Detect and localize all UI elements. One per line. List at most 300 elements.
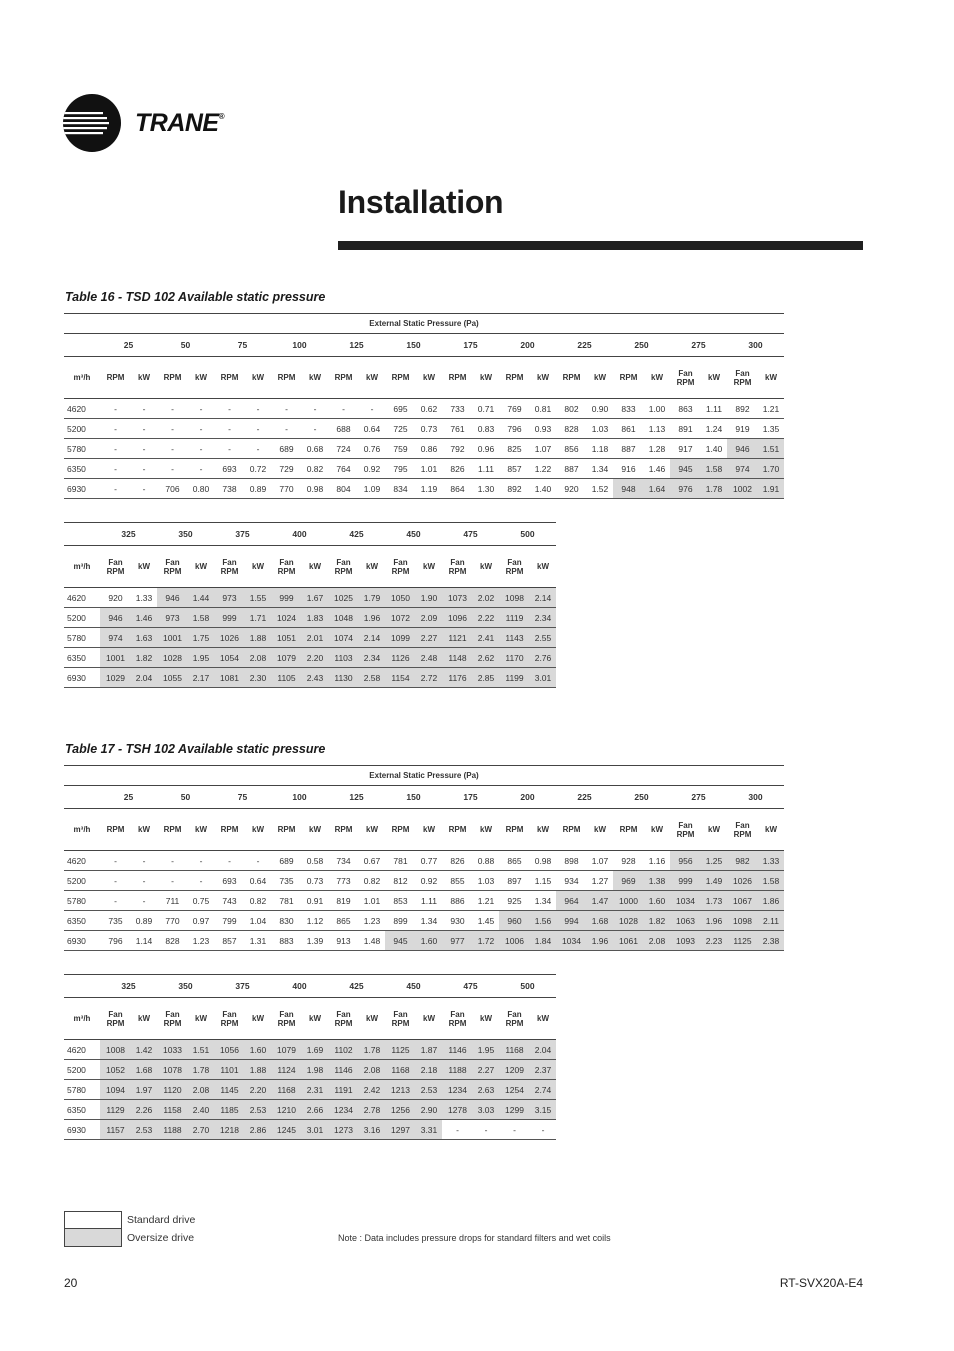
kw-cell: 1.01 — [416, 459, 442, 479]
kw-cell: 1.88 — [245, 628, 271, 648]
kw-cell: 1.11 — [416, 891, 442, 911]
kw-cell: 1.34 — [530, 891, 556, 911]
pressure-header: 50 — [157, 786, 214, 809]
kw-cell: 1.23 — [188, 931, 214, 951]
pressure-header-blank — [64, 523, 100, 546]
pressure-header-blank — [64, 975, 100, 998]
kw-cell: 1.78 — [188, 1060, 214, 1080]
unit-header: kW — [359, 546, 385, 588]
units-header-row — [64, 546, 556, 588]
kw-cell: 1.79 — [359, 588, 385, 608]
rpm-cell: 834 — [385, 479, 416, 499]
unit-header: RPM — [328, 357, 359, 399]
unit-header: kW — [245, 809, 271, 851]
rpm-cell: 711 — [157, 891, 188, 911]
rpm-cell: 1254 — [499, 1080, 530, 1100]
kw-cell: 2.41 — [473, 628, 499, 648]
rpm-cell: 1129 — [100, 1100, 131, 1120]
rpm-cell: 1121 — [442, 628, 473, 648]
rpm-cell: 973 — [157, 608, 188, 628]
rpm-cell: - — [157, 851, 188, 871]
unit-header: kW — [644, 809, 670, 851]
unit-header: kW — [644, 357, 670, 399]
kw-cell: 3.01 — [530, 668, 556, 688]
table-row — [64, 1120, 556, 1140]
airflow-cell: 6930 — [64, 1120, 100, 1140]
rpm-cell: 946 — [727, 439, 758, 459]
unit-header: kW — [302, 357, 328, 399]
unit-header: RPM — [328, 809, 359, 851]
rpm-cell: 706 — [157, 479, 188, 499]
kw-cell: 1.56 — [530, 911, 556, 931]
kw-cell: 0.83 — [473, 419, 499, 439]
kw-cell: 1.91 — [758, 479, 784, 499]
rpm-cell: 819 — [328, 891, 359, 911]
kw-cell: 1.58 — [701, 459, 727, 479]
rpm-cell: 1234 — [442, 1080, 473, 1100]
unit-header: kW — [302, 546, 328, 588]
rpm-cell: - — [100, 459, 131, 479]
kw-cell: 2.31 — [302, 1080, 328, 1100]
kw-cell: 0.89 — [131, 911, 157, 931]
kw-cell: 2.86 — [245, 1120, 271, 1140]
kw-cell: 2.72 — [416, 668, 442, 688]
kw-cell: 2.85 — [473, 668, 499, 688]
rpm-cell: 1102 — [328, 1040, 359, 1060]
pressure-header: 450 — [385, 975, 442, 998]
unit-header: RPM — [271, 357, 302, 399]
kw-cell: 2.04 — [530, 1040, 556, 1060]
kw-cell: 0.68 — [302, 439, 328, 459]
rpm-cell: 1170 — [499, 648, 530, 668]
pressure-header: 100 — [271, 334, 328, 357]
kw-cell: - — [131, 399, 157, 419]
rpm-cell: 1051 — [271, 628, 302, 648]
rpm-cell: 735 — [271, 871, 302, 891]
table16-first — [64, 313, 784, 499]
rpm-cell: 865 — [499, 851, 530, 871]
kw-cell: 2.74 — [530, 1080, 556, 1100]
kw-cell: 2.42 — [359, 1080, 385, 1100]
kw-cell: 1.22 — [530, 459, 556, 479]
table-row — [64, 419, 784, 439]
kw-cell: 1.82 — [644, 911, 670, 931]
rpm-cell: 1050 — [385, 588, 416, 608]
brand-name: TRANE® — [135, 108, 225, 137]
rpm-cell: 1154 — [385, 668, 416, 688]
kw-cell: 1.70 — [758, 459, 784, 479]
kw-cell: 1.09 — [359, 479, 385, 499]
kw-cell: 0.77 — [416, 851, 442, 871]
unit-header: kW — [473, 809, 499, 851]
unit-header: Fan RPM — [442, 546, 473, 588]
unit-header: RPM — [385, 357, 416, 399]
pressure-header: 200 — [499, 786, 556, 809]
kw-cell: 1.51 — [188, 1040, 214, 1060]
pressure-header-row — [64, 523, 556, 546]
kw-cell: 0.92 — [416, 871, 442, 891]
kw-cell: 1.11 — [701, 399, 727, 419]
rpm-cell: 920 — [556, 479, 587, 499]
rpm-cell: 761 — [442, 419, 473, 439]
rpm-cell: 1028 — [157, 648, 188, 668]
rpm-cell: 973 — [214, 588, 245, 608]
kw-cell: 1.98 — [302, 1060, 328, 1080]
kw-cell: 0.64 — [245, 871, 271, 891]
rpm-cell: 688 — [328, 419, 359, 439]
kw-cell: 1.96 — [587, 931, 613, 951]
standard-drive-label: Standard drive — [127, 1214, 196, 1226]
kw-cell: 2.70 — [188, 1120, 214, 1140]
rpm-cell: 1245 — [271, 1120, 302, 1140]
unit-header: kW — [359, 809, 385, 851]
rpm-cell: 1067 — [727, 891, 758, 911]
airflow-cell: 6350 — [64, 911, 100, 931]
kw-cell: 1.34 — [587, 459, 613, 479]
kw-cell: 1.38 — [644, 871, 670, 891]
pressure-header: 250 — [613, 786, 670, 809]
pressure-header: 300 — [727, 334, 784, 357]
kw-cell: 1.07 — [587, 851, 613, 871]
unit-header: kW — [131, 809, 157, 851]
unit-header: kW — [131, 998, 157, 1040]
kw-cell: 1.00 — [644, 399, 670, 419]
rpm-cell: 1126 — [385, 648, 416, 668]
pressure-header: 150 — [385, 334, 442, 357]
unit-header: kW — [188, 357, 214, 399]
pressure-header: 450 — [385, 523, 442, 546]
airflow-cell: 5780 — [64, 439, 100, 459]
kw-cell: 0.98 — [302, 479, 328, 499]
rpm-cell: 864 — [442, 479, 473, 499]
table-row — [64, 1060, 556, 1080]
rpm-cell: 1101 — [214, 1060, 245, 1080]
rpm-cell: 928 — [613, 851, 644, 871]
airflow-unit-header: m³/h — [64, 809, 100, 851]
unit-header: Fan RPM — [442, 998, 473, 1040]
rpm-cell: 883 — [271, 931, 302, 951]
rpm-cell: 812 — [385, 871, 416, 891]
kw-cell: 1.15 — [530, 871, 556, 891]
airflow-cell: 6930 — [64, 931, 100, 951]
kw-cell: 0.90 — [587, 399, 613, 419]
airflow-cell: 5200 — [64, 1060, 100, 1080]
kw-cell: 1.03 — [587, 419, 613, 439]
kw-cell: 1.68 — [587, 911, 613, 931]
kw-cell: 0.82 — [245, 891, 271, 911]
rpm-cell: 999 — [271, 588, 302, 608]
esp-header: External Static Pressure (Pa) — [64, 766, 784, 786]
kw-cell: 1.58 — [188, 608, 214, 628]
kw-cell: 0.62 — [416, 399, 442, 419]
pressure-header: 425 — [328, 523, 385, 546]
kw-cell: 2.63 — [473, 1080, 499, 1100]
rpm-cell: 1176 — [442, 668, 473, 688]
kw-cell: 2.48 — [416, 648, 442, 668]
table-row — [64, 1080, 556, 1100]
kw-cell: 1.34 — [416, 911, 442, 931]
rpm-cell: 925 — [499, 891, 530, 911]
kw-cell: 1.33 — [758, 851, 784, 871]
unit-header: kW — [530, 357, 556, 399]
kw-cell: 1.96 — [359, 608, 385, 628]
kw-cell: 1.39 — [302, 931, 328, 951]
kw-cell: - — [131, 871, 157, 891]
standard-drive-swatch — [64, 1211, 122, 1229]
airflow-unit-header: m³/h — [64, 998, 100, 1040]
rpm-cell: 946 — [100, 608, 131, 628]
kw-cell: - — [302, 399, 328, 419]
pressure-header: 500 — [499, 523, 556, 546]
rpm-cell: - — [100, 419, 131, 439]
rpm-cell: 1056 — [214, 1040, 245, 1060]
kw-cell: 0.73 — [302, 871, 328, 891]
rpm-cell: 1025 — [328, 588, 359, 608]
rpm-cell: - — [214, 399, 245, 419]
rpm-cell: 863 — [670, 399, 701, 419]
table-row — [64, 608, 556, 628]
rpm-cell: 1146 — [328, 1060, 359, 1080]
unit-header: RPM — [385, 809, 416, 851]
title-divider — [338, 241, 863, 250]
pressure-header: 350 — [157, 523, 214, 546]
kw-cell: 1.97 — [131, 1080, 157, 1100]
rpm-cell: 948 — [613, 479, 644, 499]
unit-header: RPM — [613, 357, 644, 399]
pressure-header-row — [64, 975, 556, 998]
rpm-cell: 1078 — [157, 1060, 188, 1080]
rpm-cell: 1256 — [385, 1100, 416, 1120]
unit-header: Fan RPM — [727, 357, 758, 399]
rpm-cell: - — [100, 871, 131, 891]
kw-cell: 3.16 — [359, 1120, 385, 1140]
unit-header: Fan RPM — [157, 998, 188, 1040]
rpm-cell: 887 — [556, 459, 587, 479]
kw-cell: 1.55 — [245, 588, 271, 608]
kw-cell: 1.72 — [473, 931, 499, 951]
rpm-cell: 1098 — [727, 911, 758, 931]
unit-header: kW — [416, 998, 442, 1040]
kw-cell: 1.04 — [245, 911, 271, 931]
kw-cell: 2.08 — [245, 648, 271, 668]
rpm-cell: 693 — [214, 871, 245, 891]
airflow-cell: 5780 — [64, 891, 100, 911]
table-row — [64, 628, 556, 648]
kw-cell: 1.60 — [416, 931, 442, 951]
unit-header: kW — [188, 998, 214, 1040]
pressure-header: 50 — [157, 334, 214, 357]
rpm-cell: 743 — [214, 891, 245, 911]
table-row — [64, 1040, 556, 1060]
unit-header: Fan RPM — [499, 998, 530, 1040]
rpm-cell: 1026 — [214, 628, 245, 648]
rpm-cell: 1297 — [385, 1120, 416, 1140]
kw-cell: 2.53 — [245, 1100, 271, 1120]
airflow-cell: 5200 — [64, 871, 100, 891]
rpm-cell: 1213 — [385, 1080, 416, 1100]
kw-cell: 2.08 — [644, 931, 670, 951]
kw-cell: 2.14 — [530, 588, 556, 608]
airflow-cell: 4620 — [64, 588, 100, 608]
rpm-cell: 773 — [328, 871, 359, 891]
table16-second — [64, 522, 556, 688]
unit-header: kW — [245, 998, 271, 1040]
kw-cell: - — [359, 399, 385, 419]
kw-cell: 2.34 — [359, 648, 385, 668]
airflow-cell: 4620 — [64, 1040, 100, 1060]
unit-header: Fan RPM — [328, 998, 359, 1040]
rpm-cell: - — [157, 871, 188, 891]
rpm-cell: 1079 — [271, 1040, 302, 1060]
rpm-cell: 897 — [499, 871, 530, 891]
kw-cell: - — [131, 851, 157, 871]
unit-header: Fan RPM — [100, 998, 131, 1040]
unit-header: RPM — [271, 809, 302, 851]
rpm-cell: 853 — [385, 891, 416, 911]
unit-header: RPM — [556, 357, 587, 399]
kw-cell: 1.31 — [245, 931, 271, 951]
units-header-row — [64, 998, 556, 1040]
kw-cell: 2.30 — [245, 668, 271, 688]
unit-header: kW — [302, 998, 328, 1040]
unit-header: Fan RPM — [499, 546, 530, 588]
kw-cell: - — [131, 439, 157, 459]
kw-cell: 1.51 — [758, 439, 784, 459]
kw-cell: 1.88 — [245, 1060, 271, 1080]
kw-cell: 1.86 — [758, 891, 784, 911]
rpm-cell: 769 — [499, 399, 530, 419]
rpm-cell: 833 — [613, 399, 644, 419]
unit-header: kW — [416, 809, 442, 851]
rpm-cell: 999 — [214, 608, 245, 628]
kw-cell: 1.40 — [530, 479, 556, 499]
rpm-cell: 1191 — [328, 1080, 359, 1100]
kw-cell: - — [131, 459, 157, 479]
rpm-cell: 898 — [556, 851, 587, 871]
kw-cell: 2.66 — [302, 1100, 328, 1120]
rpm-cell: 729 — [271, 459, 302, 479]
rpm-cell: 1034 — [670, 891, 701, 911]
rpm-cell: 1185 — [214, 1100, 245, 1120]
rpm-cell: 956 — [670, 851, 701, 871]
kw-cell: - — [188, 419, 214, 439]
rpm-cell: - — [214, 851, 245, 871]
kw-cell: 0.81 — [530, 399, 556, 419]
kw-cell: 1.21 — [473, 891, 499, 911]
pressure-header: 375 — [214, 975, 271, 998]
airflow-cell: 4620 — [64, 399, 100, 419]
rpm-cell: - — [100, 399, 131, 419]
rpm-cell: 695 — [385, 399, 416, 419]
pressure-header: 250 — [613, 334, 670, 357]
rpm-cell: 796 — [100, 931, 131, 951]
kw-cell: 0.88 — [473, 851, 499, 871]
kw-cell: 1.30 — [473, 479, 499, 499]
unit-header: RPM — [613, 809, 644, 851]
kw-cell: 1.16 — [644, 851, 670, 871]
unit-header: kW — [188, 809, 214, 851]
rpm-cell: 1125 — [727, 931, 758, 951]
rpm-cell: 733 — [442, 399, 473, 419]
rpm-cell: 1006 — [499, 931, 530, 951]
kw-cell: 2.90 — [416, 1100, 442, 1120]
kw-cell: 1.11 — [473, 459, 499, 479]
rpm-cell: - — [214, 439, 245, 459]
table-row — [64, 459, 784, 479]
kw-cell: 0.75 — [188, 891, 214, 911]
kw-cell: 1.67 — [302, 588, 328, 608]
kw-cell: 2.04 — [131, 668, 157, 688]
rpm-cell: 916 — [613, 459, 644, 479]
kw-cell: 1.27 — [587, 871, 613, 891]
pressure-header: 400 — [271, 523, 328, 546]
kw-cell: 2.40 — [188, 1100, 214, 1120]
unit-header: RPM — [100, 357, 131, 399]
rpm-cell: 982 — [727, 851, 758, 871]
pressure-header: 475 — [442, 523, 499, 546]
kw-cell: 0.89 — [245, 479, 271, 499]
kw-cell: 2.01 — [302, 628, 328, 648]
kw-cell: 2.58 — [359, 668, 385, 688]
kw-cell: 1.25 — [701, 851, 727, 871]
airflow-cell: 5200 — [64, 419, 100, 439]
unit-header: kW — [587, 809, 613, 851]
rpm-cell: 1188 — [157, 1120, 188, 1140]
kw-cell: 2.22 — [473, 608, 499, 628]
rpm-cell: 887 — [613, 439, 644, 459]
rpm-cell: 930 — [442, 911, 473, 931]
kw-cell: 1.14 — [131, 931, 157, 951]
pressure-header: 150 — [385, 786, 442, 809]
table-row — [64, 1100, 556, 1120]
unit-header: Fan RPM — [271, 546, 302, 588]
trane-emblem-icon — [63, 94, 121, 152]
rpm-cell: 919 — [727, 419, 758, 439]
kw-cell: 0.91 — [302, 891, 328, 911]
rpm-cell: 1073 — [442, 588, 473, 608]
unit-header: Fan RPM — [214, 998, 245, 1040]
pressure-header: 175 — [442, 334, 499, 357]
airflow-cell: 5200 — [64, 608, 100, 628]
kw-cell: 2.11 — [758, 911, 784, 931]
kw-cell: 1.48 — [359, 931, 385, 951]
unit-header: kW — [245, 546, 271, 588]
unit-header: kW — [473, 998, 499, 1040]
rpm-cell: 830 — [271, 911, 302, 931]
kw-cell: 0.64 — [359, 419, 385, 439]
oversize-drive-swatch — [64, 1229, 122, 1247]
rpm-cell: 1033 — [157, 1040, 188, 1060]
rpm-cell: 857 — [214, 931, 245, 951]
unit-header: kW — [701, 809, 727, 851]
table-row — [64, 931, 784, 951]
legend-oversize — [64, 1229, 195, 1247]
rpm-cell: 1157 — [100, 1120, 131, 1140]
kw-cell: 1.90 — [416, 588, 442, 608]
rpm-cell: 1103 — [328, 648, 359, 668]
unit-header: Fan RPM — [328, 546, 359, 588]
unit-header: RPM — [100, 809, 131, 851]
kw-cell: 1.84 — [530, 931, 556, 951]
pressure-header: 100 — [271, 786, 328, 809]
kw-cell: 0.97 — [188, 911, 214, 931]
pressure-header: 25 — [100, 786, 157, 809]
rpm-cell: 734 — [328, 851, 359, 871]
kw-cell: 1.64 — [644, 479, 670, 499]
pressure-header: 125 — [328, 786, 385, 809]
kw-cell: 1.40 — [701, 439, 727, 459]
pressure-header: 275 — [670, 334, 727, 357]
